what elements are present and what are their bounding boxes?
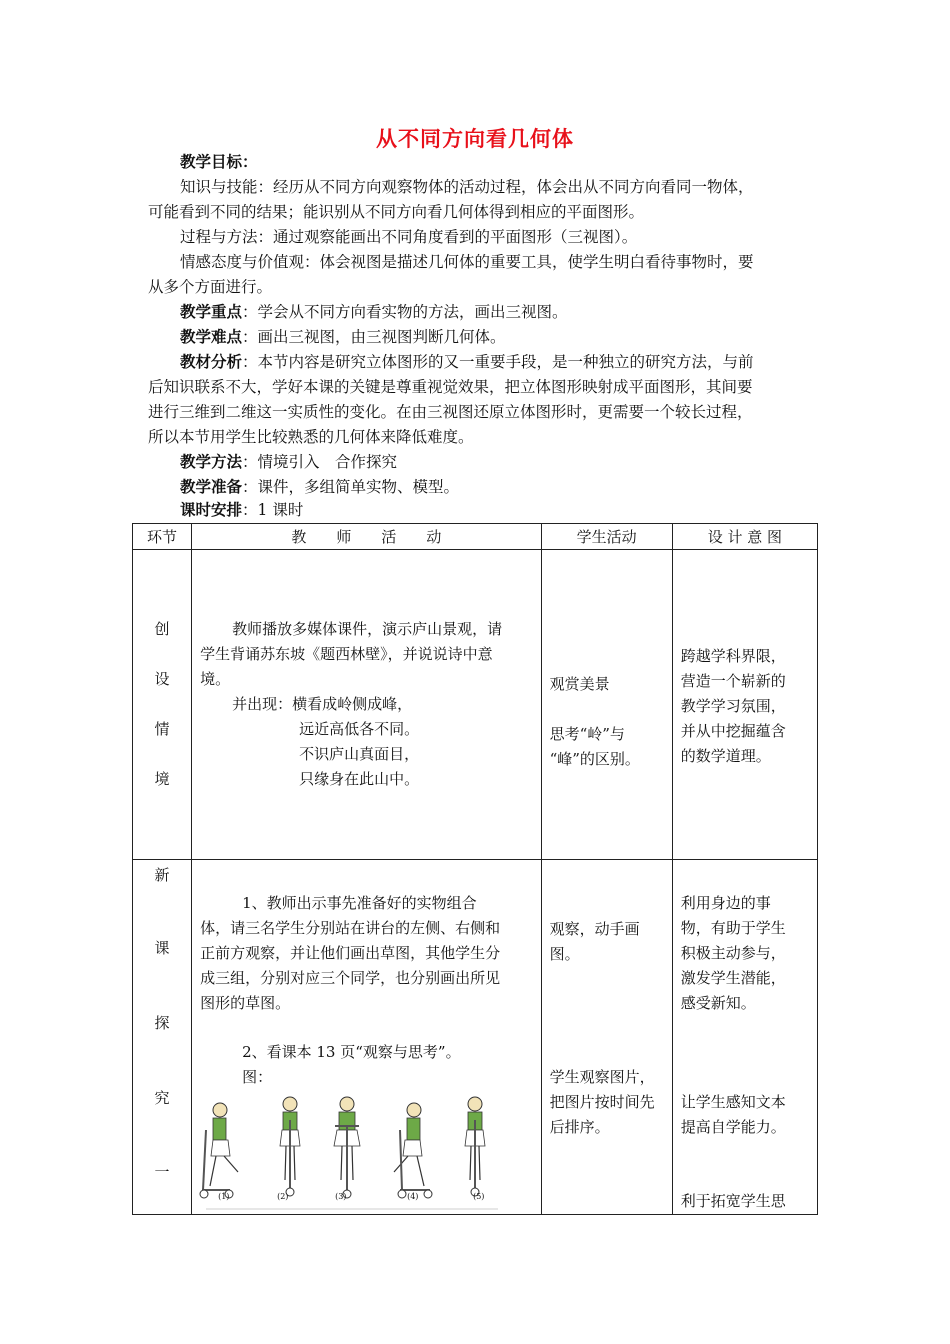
row2-intent xyxy=(673,860,817,1214)
student-line: 学生观察图片， xyxy=(549,1068,655,1086)
student-line: 后排序。 xyxy=(549,1118,610,1136)
schedule xyxy=(180,498,303,523)
leg xyxy=(470,1146,471,1180)
difficulty-text: 画出三视图，由三视图判断几何体。 xyxy=(257,328,506,346)
row2-section xyxy=(133,860,191,1214)
row1-teacher xyxy=(192,550,541,859)
teacher-line: 图： xyxy=(242,1068,273,1086)
intent-line: 利于拓宽学生思 xyxy=(680,1192,786,1210)
scooter-rider-1 xyxy=(200,1103,238,1198)
key-point-label: 教学重点 xyxy=(180,303,243,321)
objective-emotion-1: 情感态度与价值观：体会视图是描述几何体的重要工具，使学生明白看待事物时，要 xyxy=(180,253,754,271)
scooter-rider-4 xyxy=(394,1103,432,1198)
leg xyxy=(341,1146,342,1180)
scooter-rider-5 xyxy=(465,1097,485,1196)
intent-line: 让学生感知文本 xyxy=(680,1093,786,1111)
wheel xyxy=(398,1190,406,1198)
key-point xyxy=(180,300,568,325)
schedule-text: 1 课时 xyxy=(257,501,304,519)
schedule-label: 课时安排 xyxy=(180,501,243,519)
teacher-line: 正前方观察，并让他们画出草图，其他学生分 xyxy=(200,944,501,962)
section-char: 新 xyxy=(154,866,170,884)
header-intent: 设 计 意 图 xyxy=(672,524,817,550)
head xyxy=(468,1097,482,1111)
leg xyxy=(285,1146,286,1180)
analysis-line-4: 所以本节用学生比较熟悉的几何体来降低难度。 xyxy=(148,428,474,446)
skirt xyxy=(211,1140,230,1156)
skirt xyxy=(403,1140,422,1156)
analysis-text-1: 本节内容是研究立体图形的又一重要手段，是一种独立的研究方法，与前 xyxy=(257,353,754,371)
poem-line: 只缘身在此山中。 xyxy=(299,770,420,788)
key-point-colon: ： xyxy=(242,303,258,321)
scooter-figure xyxy=(198,1090,518,1214)
row1-section xyxy=(133,550,191,859)
key-point-text: 学会从不同方向看实物的方法，画出三视图。 xyxy=(257,303,568,321)
header-teacher: 教 师 活 动 xyxy=(192,524,542,550)
prep-colon: ： xyxy=(242,478,258,496)
head xyxy=(340,1097,354,1111)
section-char: 设 xyxy=(154,670,170,688)
section-char: 究 xyxy=(154,1089,170,1107)
teacher-line: 境。 xyxy=(200,670,231,688)
shirt xyxy=(407,1118,420,1140)
row2-student xyxy=(542,860,672,1214)
scooter-stem xyxy=(203,1130,206,1190)
objective-emotion-2: 从多个方面进行。 xyxy=(148,278,273,296)
lesson-table xyxy=(132,523,818,1215)
analysis-label: 教材分析 xyxy=(180,353,243,371)
schedule-colon: ： xyxy=(242,501,258,519)
intent-line: 营造一个崭新的 xyxy=(680,672,786,690)
method-colon: ： xyxy=(242,453,258,471)
table-header-row xyxy=(133,524,818,550)
method-label: 教学方法 xyxy=(180,453,243,471)
teacher-line: 成三组，分别对应三个同学，也分别画出所见 xyxy=(200,969,501,987)
analysis-line-2: 后知识联系不大，学好本课的关键是尊重视觉效果，把立体图形映射成平面图形，其间要 xyxy=(148,378,753,396)
intent-line: 利用身边的事 xyxy=(680,894,771,912)
table-row xyxy=(133,860,818,1215)
teacher-line: 学生背诵苏东坡《题西林壁》，并说说诗中意 xyxy=(200,645,493,663)
teacher-line: 1、教师出示事先准备好的实物组合 xyxy=(242,894,477,912)
intent-line: 的数学道理。 xyxy=(680,747,771,765)
shirt xyxy=(213,1118,226,1140)
objectives-heading: 教学目标： xyxy=(180,153,258,171)
teacher-line: 2、看课本 13 页“观察与思考”。 xyxy=(242,1043,461,1061)
row2-teacher xyxy=(192,860,541,1214)
wheel xyxy=(200,1190,208,1198)
student-line: 把图片按时间先 xyxy=(549,1093,655,1111)
figure-label: (1) xyxy=(218,1192,230,1201)
student-line: 观察，动手画 xyxy=(549,920,640,938)
page-title: 从不同方向看几何体 xyxy=(376,127,574,151)
method xyxy=(180,450,397,475)
table-row xyxy=(133,550,818,860)
teacher-line: 教师播放多媒体课件，演示庐山景观，请 xyxy=(232,620,503,638)
analysis-line-1 xyxy=(180,350,754,375)
leg xyxy=(417,1156,424,1186)
figure-label: (2) xyxy=(277,1192,289,1201)
poem-line: 远近高低各不同。 xyxy=(299,720,420,738)
student-line: 观赏美景 xyxy=(549,675,610,693)
leg xyxy=(479,1146,480,1180)
figure-label: (5) xyxy=(473,1192,485,1201)
section-char: 情 xyxy=(154,720,170,738)
objective-process: 过程与方法：通过观察能画出不同角度看到的平面图形（三视图）。 xyxy=(180,228,638,246)
head xyxy=(283,1097,297,1111)
student-line: “峰”的区别。 xyxy=(549,750,640,768)
prep xyxy=(180,475,459,500)
figure-label: (4) xyxy=(407,1192,419,1201)
header-section: 环节 xyxy=(133,524,192,550)
difficulty xyxy=(180,325,506,350)
analysis-line-3: 进行三维到二维这一实质性的变化。在由三视图还原立体图形时，更需要一个较长过程， xyxy=(148,403,753,421)
objective-knowledge-2: 可能看到不同的结果；能识别从不同方向看几何体得到相应的平面图形。 xyxy=(148,203,645,221)
intent-line: 跨越学科界限， xyxy=(680,647,786,665)
student-line: 思考“岭”与 xyxy=(549,725,625,743)
intent-line: 积极主动参与， xyxy=(680,944,786,962)
figure-label: (3) xyxy=(335,1192,347,1201)
intent-line: 物，有助于学生 xyxy=(680,919,786,937)
prep-text: 课件，多组简单实物、模型。 xyxy=(257,478,460,496)
leg xyxy=(224,1156,238,1172)
objective-knowledge-1: 知识与技能：经历从不同方向观察物体的活动过程，体会出从不同方向看同一物体， xyxy=(180,178,754,196)
method-text: 情境引入 合作探究 xyxy=(257,453,398,471)
difficulty-colon: ： xyxy=(242,328,258,346)
teacher-line: 并出现：横看成岭侧成峰， xyxy=(232,695,413,713)
scooter-rider-2 xyxy=(280,1097,300,1196)
section-char: 一 xyxy=(154,1163,170,1181)
section-char: 探 xyxy=(154,1014,170,1032)
analysis-colon: ： xyxy=(242,353,258,371)
intent-line: 教学学习氛围， xyxy=(680,697,786,715)
row1-intent xyxy=(673,550,817,859)
head xyxy=(213,1103,227,1117)
teacher-line: 图形的草图。 xyxy=(200,994,291,1012)
intent-line: 并从中挖掘蕴含 xyxy=(680,722,786,740)
intent-line: 感受新知。 xyxy=(680,994,756,1012)
intent-line: 提高自学能力。 xyxy=(680,1118,786,1136)
header-student: 学生活动 xyxy=(541,524,672,550)
section-char: 境 xyxy=(154,770,170,788)
scooter-rider-3 xyxy=(334,1097,360,1198)
student-line: 图。 xyxy=(549,945,580,963)
intent-line: 激发学生潜能， xyxy=(680,969,786,987)
leg xyxy=(294,1146,295,1180)
leg xyxy=(210,1156,216,1186)
section-char: 创 xyxy=(154,620,170,638)
poem-line: 不识庐山真面目， xyxy=(299,745,420,763)
section-char: 课 xyxy=(154,939,170,957)
scooter-stem xyxy=(400,1130,402,1190)
row1-student xyxy=(542,550,672,859)
wheel xyxy=(424,1190,432,1198)
teacher-line: 体，请三名学生分别站在讲台的左侧、右侧和 xyxy=(200,919,501,937)
head xyxy=(407,1103,421,1117)
prep-label: 教学准备 xyxy=(180,478,243,496)
leg xyxy=(352,1146,353,1180)
difficulty-label: 教学难点 xyxy=(180,328,243,346)
